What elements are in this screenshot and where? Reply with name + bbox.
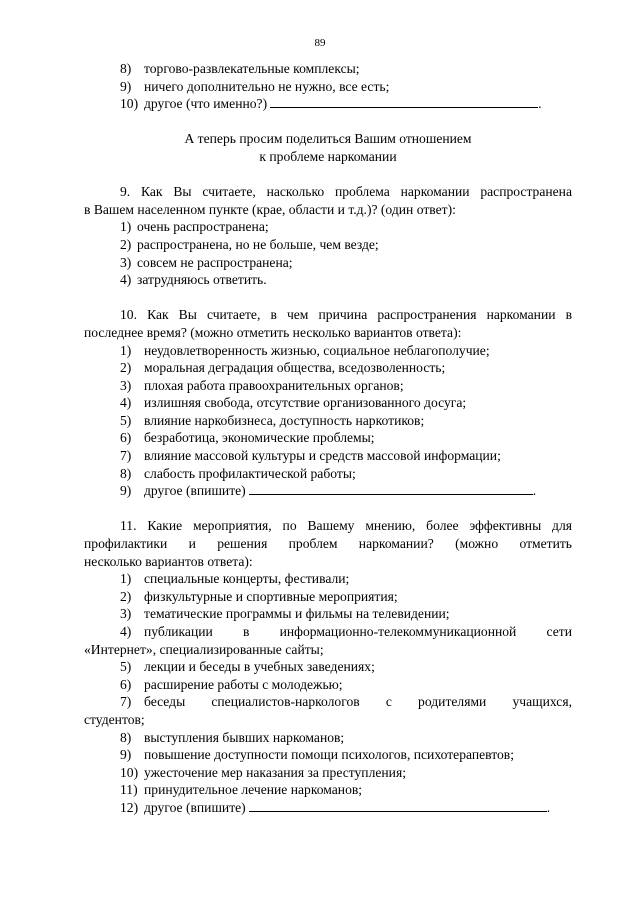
item-text: торгово-развлекательные комплексы; [144,61,360,76]
answer-option[interactable] [84,429,572,447]
option-text: расширение работы с молодежью; [144,676,343,692]
item-number: 8) [120,729,132,745]
answer-option[interactable] [84,342,572,360]
answer-blank[interactable] [249,482,533,495]
item-number: 1) [120,219,132,235]
answer-option[interactable] [84,271,572,289]
item-number: 9) [120,747,132,763]
option-text: специальные концерты, фестивали; [144,571,350,587]
option-text: беседы специалистов-наркологов с родителями учащихся, [144,694,572,710]
option-text-continued: «Интернет», специализированные сайты; [84,641,324,657]
questionnaire-page [84,60,572,817]
item-text: ничего дополнительно не нужно, все есть; [144,78,390,94]
page-number: 89 [314,37,326,49]
answer-option[interactable] [84,218,572,236]
answer-option[interactable] [84,412,572,430]
option-text: влияние массовой культуры и средств массовой информации; [144,448,501,464]
option-text: физкультурные и спортивные мероприятия; [144,588,398,604]
answer-option[interactable]: 9) другое (впишите) . [120,483,537,499]
item-number: 3) [120,254,132,270]
item-number: 12) [120,799,139,815]
option-text: тематические программы и фильмы на телевидении; [144,606,450,622]
list-item [84,78,572,96]
answer-option[interactable] [84,465,572,483]
answer-option[interactable] [84,254,572,272]
item-number: 6) [120,676,132,692]
option-text: влияние наркобизнеса, доступность наркотиков; [144,412,425,428]
section-heading: к проблеме наркомании [259,148,397,164]
answer-option[interactable] [84,605,572,623]
option-text: очень распространена; [137,219,269,235]
option-text: публикации в информационно-телекоммуникационной сети [144,624,572,639]
answer-blank[interactable] [249,799,547,812]
option-text: неудовлетворенность жизнью, социальное неблагополучие; [144,342,490,358]
answer-option[interactable] [84,570,572,588]
item-number: 6) [120,430,132,446]
item-number: 3) [120,377,132,393]
item-number: 3) [120,606,132,622]
answer-option[interactable]: 12) другое (впишите) . [120,799,551,815]
item-number: 2) [120,588,132,604]
answer-option[interactable] [84,746,572,764]
answer-option[interactable] [84,676,572,694]
option-text: другое (впишите) [144,483,246,499]
question-9-text: 9. Как Вы считаете, насколько проблема наркомании распространена [120,184,572,200]
option-text: распространена, но не больше, чем везде; [137,236,379,252]
section-heading: А теперь просим поделиться Вашим отношением [184,131,472,147]
answer-option[interactable] [84,764,572,782]
option-text: принудительное лечение наркоманов; [144,782,363,798]
item-number: 7) [120,448,132,464]
option-text: слабость профилактической работы; [144,465,356,481]
answer-option[interactable] [84,693,572,711]
item-text: другое (что именно?) [144,96,268,112]
question-11-text: профилактики и решения проблем наркомании? (можно отметить [84,536,572,552]
option-text: выступления бывших наркоманов; [144,729,345,745]
option-text-continued: студентов; [84,711,145,727]
item-number: 10) [120,764,139,780]
answer-blank[interactable] [270,95,538,108]
question-10-text: последнее время? (можно отметить несколько вариантов ответа): [84,324,462,340]
option-text: безработица, экономические проблемы; [144,430,375,446]
item-number: 11) [120,782,138,798]
question-11-text: 11. Какие мероприятия, по Вашему мнению, более эффективны для [120,518,572,534]
option-text: другое (впишите) [144,799,246,815]
option-text: затрудняюсь ответить. [137,272,267,288]
item-number: 5) [120,659,132,675]
item-number: 4) [120,395,132,411]
option-text: совсем не распространена; [137,254,293,270]
answer-option[interactable] [84,658,572,676]
answer-option[interactable] [84,729,572,747]
item-number: 7) [120,694,132,710]
answer-option[interactable] [84,447,572,465]
item-number: 8) [120,465,132,481]
item-number: 2) [120,360,132,376]
option-text: лекции и беседы в учебных заведениях; [144,659,375,675]
item-number: 5) [120,412,132,428]
answer-option[interactable] [84,623,572,641]
answer-option[interactable] [84,394,572,412]
option-text: моральная деградация общества, вседозволенность; [144,360,446,376]
answer-option[interactable] [84,236,572,254]
question-11-text: несколько вариантов ответа): [84,553,253,569]
item-number: 1) [120,342,132,358]
item-number: 10) [120,96,139,112]
item-number: 9) [120,78,132,94]
option-text: плохая работа правоохранительных органов; [144,377,404,393]
item-number: 4) [120,624,132,639]
item-number: 4) [120,272,132,288]
question-10-text: 10. Как Вы считаете, в чем причина распространения наркомании в [120,307,572,323]
option-text: ужесточение мер наказания за преступления; [144,764,406,780]
item-number: 2) [120,236,132,252]
list-item [84,60,572,78]
item-number: 8) [120,61,132,76]
option-text: повышение доступности помощи психологов, психотерапевтов; [144,747,514,763]
question-9-text: в Вашем населенном пункте (крае, области и т.д.)? (один ответ): [84,201,456,217]
item-number: 9) [120,483,132,499]
answer-option[interactable] [84,359,572,377]
option-text: излишняя свобода, отсутствие организованного досуга; [144,395,467,411]
answer-option[interactable] [84,377,572,395]
item-number: 1) [120,571,132,587]
answer-option[interactable] [84,588,572,606]
list-item: 10) другое (что именно?) . [120,96,542,112]
answer-option[interactable] [84,781,572,799]
